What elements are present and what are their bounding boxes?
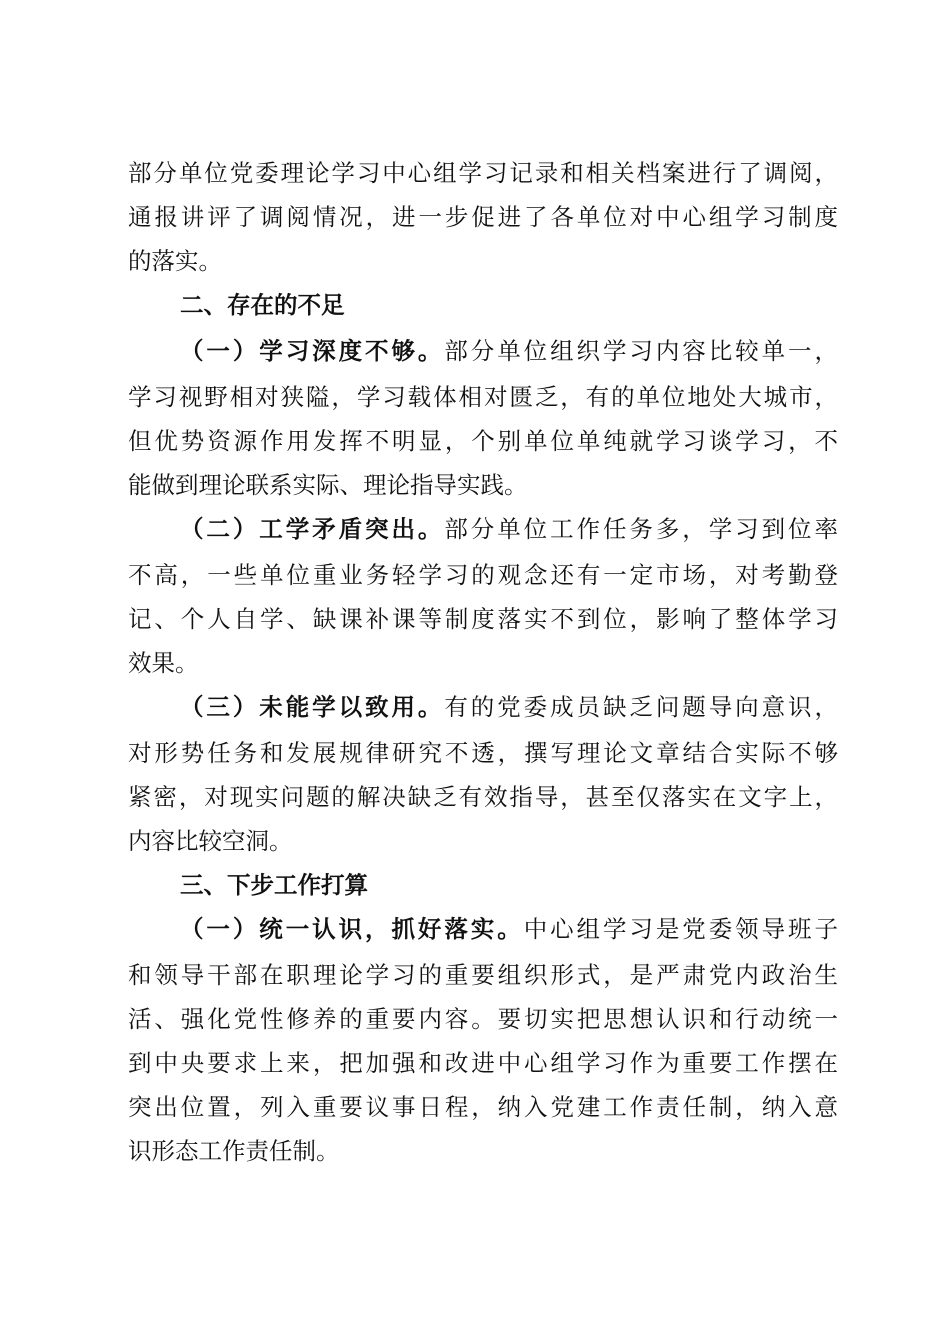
paragraph-line: 不高，一些单位重业务轻学习的观念还有一定市场，对考勤登 <box>128 561 838 589</box>
paragraph-first-line <box>180 514 838 544</box>
paragraph-line: 对形势任务和发展规律研究不透，撰写理论文章结合实际不够 <box>128 739 838 767</box>
paragraph-lead: （二）工学矛盾突出。 <box>180 515 445 543</box>
paragraph-line: 突出位置，列入重要议事日程，纳入党建工作责任制，纳入意 <box>128 1093 838 1121</box>
paragraph-line: 记、个人自学、缺课补课等制度落实不到位，影响了整体学习 <box>128 605 838 633</box>
paragraph-text: 部分单位工作任务多，学习到位率 <box>444 515 838 543</box>
intro-line-3: 的落实。 <box>128 247 222 275</box>
paragraph-line: 能做到理论联系实际、理论指导实践。 <box>128 471 528 499</box>
paragraph-first-line <box>180 914 838 944</box>
paragraph-text: 有的党委成员缺乏问题导向意识， <box>444 693 838 721</box>
section-heading-deficiencies: 二、存在的不足 <box>180 291 345 319</box>
paragraph-line: 活、强化党性修养的重要内容。要切实把思想认识和行动统一 <box>128 1005 838 1033</box>
paragraph-line: 但优势资源作用发挥不明显，个别单位单纯就学习谈学习，不 <box>128 427 838 455</box>
paragraph-line: 紧密，对现实问题的解决缺乏有效指导，甚至仅落实在文字上， <box>128 783 838 811</box>
paragraph-line: 识形态工作责任制。 <box>128 1137 340 1165</box>
paragraph-text: 部分单位组织学习内容比较单一， <box>444 337 838 365</box>
paragraph-line: 内容比较空洞。 <box>128 827 293 855</box>
paragraph-lead: （一）统一认识，抓好落实。 <box>180 915 524 943</box>
section-heading-next-steps: 三、下步工作打算 <box>180 871 368 899</box>
paragraph-lead: （一）学习深度不够。 <box>180 337 445 365</box>
paragraph-line: 到中央要求上来，把加强和改进中心组学习作为重要工作摆在 <box>128 1049 838 1077</box>
paragraph-text: 中心组学习是党委领导班子 <box>523 915 838 943</box>
paragraph-first-line <box>180 692 838 722</box>
paragraph-line: 效果。 <box>128 649 199 677</box>
paragraph-line: 学习视野相对狭隘，学习载体相对匮乏，有的单位地处大城市， <box>128 383 838 411</box>
intro-line-2: 通报讲评了调阅情况，进一步促进了各单位对中心组学习制度 <box>128 203 838 231</box>
paragraph-lead: （三）未能学以致用。 <box>180 693 445 721</box>
paragraph-line: 和领导干部在职理论学习的重要组织形式，是严肃党内政治生 <box>128 961 838 989</box>
intro-line-1: 部分单位党委理论学习中心组学习记录和相关档案进行了调阅， <box>128 159 838 187</box>
paragraph-first-line <box>180 336 838 366</box>
